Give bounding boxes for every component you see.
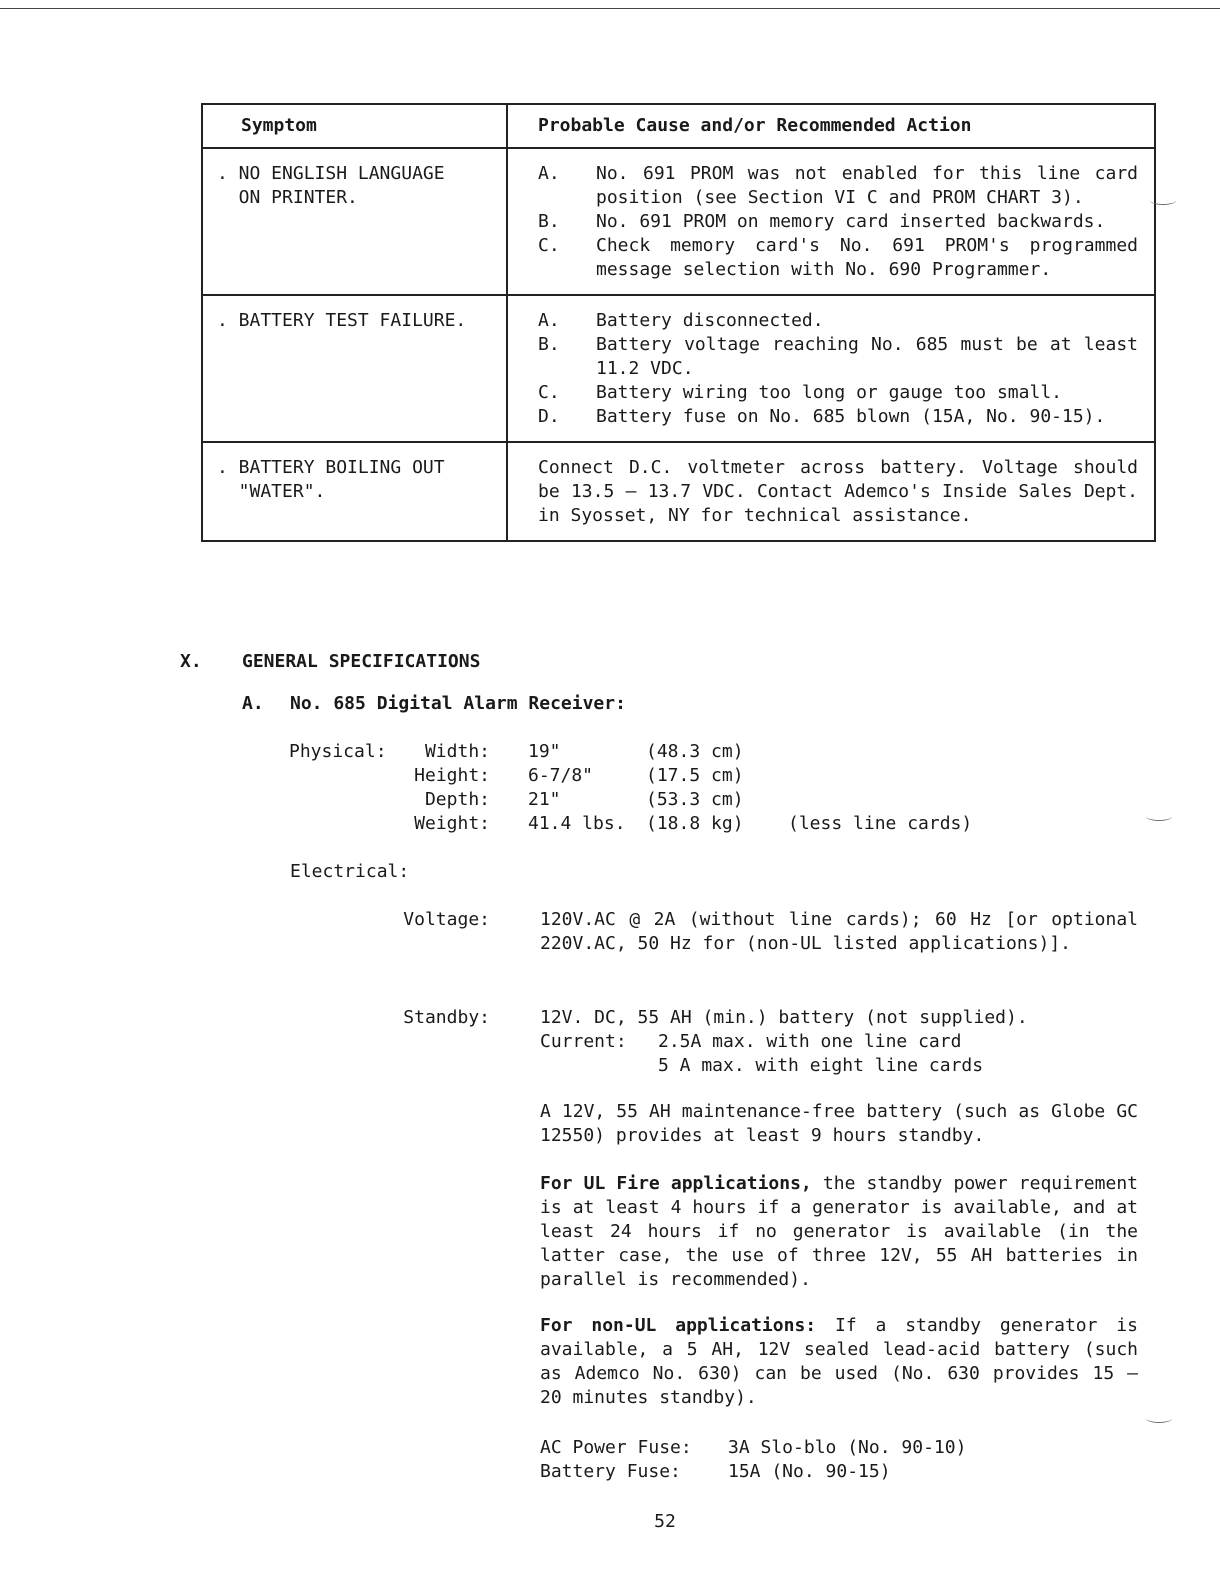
- cause-item: [538, 333, 1138, 381]
- cause-letter: A.: [538, 310, 560, 331]
- action-cell: [507, 148, 1155, 295]
- spec-label: Depth:: [424, 789, 490, 810]
- voltage-text: 120V.AC @ 2A (without line cards); 60 Hz [or optional 220V.AC, 50 Hz for (non-UL listed applications)].: [540, 909, 1138, 954]
- cause-text: Battery disconnected.: [596, 310, 824, 331]
- spec-row: [0, 740, 1220, 764]
- subsection-heading: [242, 692, 626, 716]
- standby-line: 12V. DC, 55 AH (min.) battery (not supplied).: [540, 1007, 1028, 1028]
- spec-imperial: 19": [528, 741, 561, 762]
- action-cell: [507, 295, 1155, 442]
- symptom-header: Symptom: [202, 104, 507, 148]
- subsection-title: No. 685 Digital Alarm Receiver:: [290, 693, 626, 714]
- current-value: 5 A max. with eight line cards: [658, 1055, 984, 1076]
- standby-label: Standby:: [403, 1007, 490, 1028]
- cause-letter: C.: [538, 382, 560, 403]
- symptom-text: . BATTERY TEST FAILURE.: [217, 310, 467, 331]
- cause-item: [538, 405, 1138, 429]
- cause-text: Battery fuse on No. 685 blown (15A, No. 90-15).: [596, 406, 1106, 427]
- spec-row: [0, 812, 1220, 836]
- symptom-text: "WATER".: [217, 481, 326, 502]
- fuse-row: [540, 1436, 1138, 1460]
- table-header-row: [202, 104, 1155, 148]
- fuse-list: [540, 1436, 1138, 1484]
- page-number: 52: [654, 1511, 676, 1532]
- spec-row: [0, 788, 1220, 812]
- cause-item: [538, 381, 1138, 405]
- symptom-cell: [202, 148, 507, 295]
- spec-imperial: 6-7/8": [528, 765, 594, 786]
- voltage-label: Voltage:: [403, 909, 490, 930]
- troubleshooting-table: [201, 103, 1156, 542]
- fuse-row: [540, 1460, 1138, 1484]
- physical-specs: [0, 740, 1220, 836]
- current-label: Current:: [540, 1031, 627, 1052]
- ul-fire-text: the standby power requirement is at least 4 hours if a generator is available, and at least 24 hours if no generator is available (in the latter case, the use of three 12V, 55 AH batteries in parallel is recommended).: [540, 1173, 1138, 1290]
- electrical-label: Electrical:: [290, 861, 410, 882]
- cause-letter: D.: [538, 406, 560, 427]
- spec-metric: (18.8 kg): [646, 813, 744, 834]
- section-heading: [180, 650, 480, 674]
- section-title: GENERAL SPECIFICATIONS: [242, 651, 481, 672]
- spec-metric: (17.5 cm): [646, 765, 744, 786]
- fuse-value: 15A (No. 90-15): [728, 1461, 891, 1482]
- fuse-label: Battery Fuse:: [540, 1461, 681, 1482]
- cause-text: Check memory card's No. 691 PROM's programmed message selection with No. 690 Programmer.: [596, 235, 1138, 280]
- cause-text: Battery wiring too long or gauge too small.: [596, 382, 1062, 403]
- cause-text: No. 691 PROM on memory card inserted backwards.: [596, 211, 1106, 232]
- spec-metric: (53.3 cm): [646, 789, 744, 810]
- ul-fire-paragraph: [540, 1172, 1138, 1292]
- current-value: 2.5A max. with one line card: [658, 1031, 962, 1052]
- cause-item: [538, 210, 1138, 234]
- spec-note: (less line cards): [788, 813, 973, 834]
- spec-label: Weight:: [414, 813, 490, 834]
- cause-item: [538, 309, 1138, 333]
- symptom-text: ON PRINTER.: [217, 187, 358, 208]
- table-row: [202, 295, 1155, 442]
- spec-row: [0, 764, 1220, 788]
- cause-letter: C.: [538, 235, 560, 256]
- ul-fire-lead: For UL Fire applications,: [540, 1173, 812, 1194]
- action-cell: [507, 442, 1155, 541]
- margin-mark: [1146, 1414, 1172, 1423]
- cause-text: Battery voltage reaching No. 685 must be at least 11.2 VDC.: [596, 334, 1138, 379]
- action-header: Probable Cause and/or Recommended Action: [507, 104, 1155, 148]
- spec-imperial: 41.4 lbs.: [528, 813, 626, 834]
- cause-letter: A.: [538, 163, 560, 184]
- symptom-text: . NO ENGLISH LANGUAGE: [217, 163, 445, 184]
- table-row: [202, 442, 1155, 541]
- cause-letter: B.: [538, 334, 560, 355]
- section-number: X.: [180, 651, 202, 672]
- top-rule: [0, 8, 1220, 9]
- non-ul-lead: For non-UL applications:: [540, 1315, 817, 1336]
- non-ul-text: If a standby generator is available, a 5 AH, 12V sealed lead-acid battery (such as Ademco No. 630) can be used (No. 630 provides 15 – 20 minutes standby).: [540, 1315, 1138, 1408]
- subsection-letter: A.: [242, 693, 264, 714]
- symptom-cell: [202, 442, 507, 541]
- symptom-text: . BATTERY BOILING OUT: [217, 457, 445, 478]
- action-text: Connect D.C. voltmeter across battery. Voltage should be 13.5 – 13.7 VDC. Contact Ademco's Inside Sales Dept. in Syosset, NY for technical assistance.: [538, 457, 1138, 526]
- current-row: [540, 1030, 1138, 1054]
- margin-mark: [1146, 812, 1172, 821]
- symptom-cell: [202, 295, 507, 442]
- current-row: [540, 1054, 1138, 1078]
- fuse-value: 3A Slo-blo (No. 90-10): [728, 1437, 967, 1458]
- spec-metric: (48.3 cm): [646, 741, 744, 762]
- physical-label: Physical:: [289, 741, 387, 762]
- non-ul-paragraph: [540, 1314, 1138, 1410]
- standby-block: [540, 1006, 1138, 1078]
- spec-label: Height:: [414, 765, 490, 786]
- fuse-label: AC Power Fuse:: [540, 1437, 692, 1458]
- cause-item: [538, 234, 1138, 282]
- margin-mark: [1150, 196, 1176, 205]
- spec-label: Width:: [424, 741, 490, 762]
- spec-imperial: 21": [528, 789, 561, 810]
- cause-item: [538, 162, 1138, 210]
- cause-text: No. 691 PROM was not enabled for this line card position (see Section VI C and PROM CHART 3).: [596, 163, 1138, 208]
- table-row: [202, 148, 1155, 295]
- battery-note: A 12V, 55 AH maintenance-free battery (such as Globe GC 12550) provides at least 9 hours standby.: [540, 1101, 1138, 1146]
- cause-letter: B.: [538, 211, 560, 232]
